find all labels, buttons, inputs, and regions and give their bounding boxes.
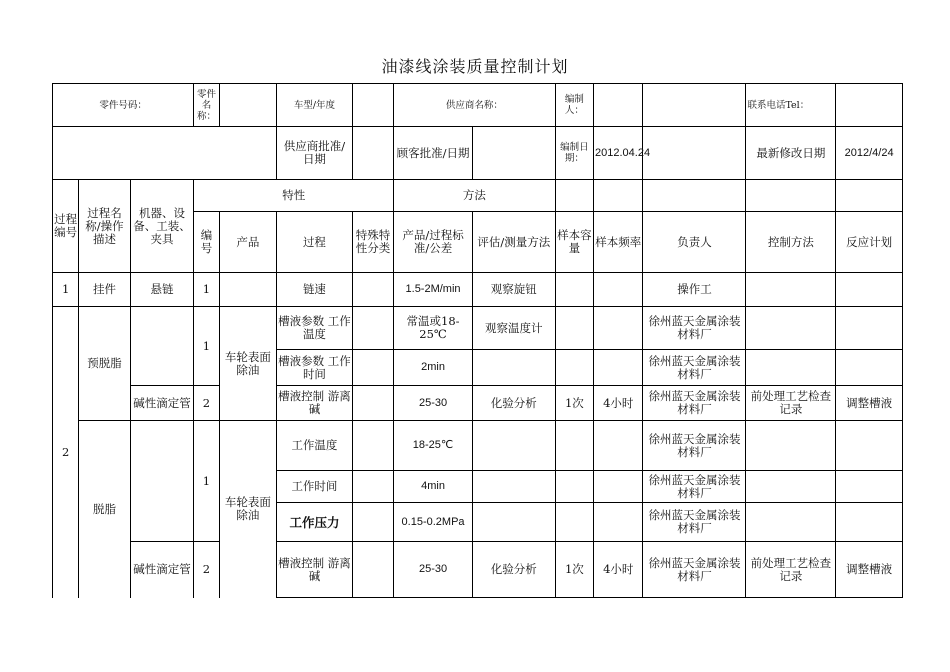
blank-cell — [643, 84, 746, 127]
machine — [130, 421, 194, 542]
reaction-plan — [836, 350, 903, 386]
product — [219, 273, 277, 307]
evaluation — [472, 503, 555, 542]
table-row — [53, 421, 903, 471]
col-special-class: 特殊特性分类 — [352, 212, 393, 273]
evaluation: 化验分析 — [472, 542, 555, 598]
sample-size: 1次 — [555, 542, 593, 598]
special-class — [352, 307, 393, 350]
process: 链速 — [277, 273, 353, 307]
process-name: 预脱脂 — [79, 307, 130, 421]
responsible: 徐州蓝天金属涂装材料厂 — [643, 307, 746, 350]
supplier-name-label: 供应商名称： — [394, 84, 556, 127]
evaluation: 观察温度计 — [472, 307, 555, 350]
col-process: 过程 — [277, 212, 353, 273]
responsible: 徐州蓝天金属涂装材料厂 — [643, 350, 746, 386]
part-name-value — [219, 84, 277, 127]
col-reaction-plan: 反应计划 — [836, 212, 903, 273]
reaction-plan: 调整槽液 — [836, 542, 903, 598]
special-class — [352, 386, 393, 421]
compile-date-label: 编制日期： — [555, 127, 593, 180]
special-class — [352, 471, 393, 503]
contact-phone-label: 联系电话Tel： — [746, 84, 836, 127]
contact-phone-value — [836, 84, 903, 127]
latest-revision-value: 2012/4/24 — [836, 127, 903, 180]
process: 槽液控制 游离碱 — [277, 542, 353, 598]
col-process-name: 过程名称/操作描述 — [79, 180, 130, 273]
sample-freq — [594, 421, 643, 471]
sample-freq — [594, 350, 643, 386]
sample-size — [555, 503, 593, 542]
compiler-label: 编制人： — [555, 84, 593, 127]
responsible: 徐州蓝天金属涂装材料厂 — [643, 386, 746, 421]
char-no: 1 — [194, 307, 219, 386]
blank-cell — [643, 127, 746, 180]
control-plan-table — [52, 83, 903, 598]
reaction-plan: 调整槽液 — [836, 386, 903, 421]
spec: 4min — [394, 471, 473, 503]
control-method — [746, 471, 836, 503]
model-year-value — [352, 84, 393, 127]
sample-size — [555, 350, 593, 386]
control-method — [746, 503, 836, 542]
col-characteristics: 特性 — [194, 180, 394, 212]
machine — [130, 307, 194, 386]
special-class — [352, 503, 393, 542]
compiler-value — [594, 84, 643, 127]
compile-date-value: 2012.04.24 — [594, 127, 643, 180]
product: 车轮表面除油 — [219, 307, 277, 421]
spec: 常温或18-25℃ — [394, 307, 473, 350]
customer-approval-label: 顾客批准/日期 — [394, 127, 473, 180]
spec: 1.5-2M/min — [394, 273, 473, 307]
char-no: 2 — [194, 386, 219, 421]
control-method — [746, 273, 836, 307]
sample-freq: 4小时 — [594, 386, 643, 421]
col-spec: 产品/过程标准/公差 — [394, 212, 473, 273]
process: 槽液参数 工作时间 — [277, 350, 353, 386]
control-method: 前处理工艺检查记录 — [746, 542, 836, 598]
machine: 碱性滴定管 — [130, 542, 194, 598]
control-method: 前处理工艺检查记录 — [746, 386, 836, 421]
process: 工作温度 — [277, 421, 353, 471]
process-name: 挂件 — [79, 273, 130, 307]
table-row — [53, 273, 903, 307]
control-method — [746, 307, 836, 350]
process: 工作压力 — [277, 503, 353, 542]
sample-size — [555, 471, 593, 503]
control-method — [746, 421, 836, 471]
col-control-method: 控制方法 — [746, 212, 836, 273]
machine: 悬链 — [130, 273, 194, 307]
process-no: 2 — [53, 307, 79, 598]
sample-size — [555, 421, 593, 471]
responsible: 操作工 — [643, 273, 746, 307]
reaction-plan — [836, 273, 903, 307]
col-sample-size: 样本容量 — [555, 212, 593, 273]
machine: 碱性滴定管 — [130, 386, 194, 421]
supplier-approval-value — [352, 127, 393, 180]
blank-cell — [643, 180, 746, 212]
blank-cell — [836, 180, 903, 212]
process-no: 1 — [53, 273, 79, 307]
supplier-approval-label: 供应商批准/日期 — [277, 127, 353, 180]
responsible: 徐州蓝天金属涂装材料厂 — [643, 471, 746, 503]
spec: 25-30 — [394, 542, 473, 598]
sample-freq — [594, 273, 643, 307]
latest-revision-label: 最新修改日期 — [746, 127, 836, 180]
part-number-label: 零件号码： — [53, 84, 194, 127]
sample-freq — [594, 471, 643, 503]
col-no: 编号 — [194, 212, 219, 273]
blank-cell — [555, 180, 593, 212]
control-method — [746, 350, 836, 386]
process: 工作时间 — [277, 471, 353, 503]
table-row — [53, 542, 903, 598]
page-title: 油漆线涂装质量控制计划 — [381, 57, 569, 76]
col-process-no: 过程编号 — [53, 180, 79, 273]
product: 车轮表面除油 — [219, 421, 277, 598]
process: 槽液参数 工作温度 — [277, 307, 353, 350]
col-evaluation: 评估/测量方法 — [472, 212, 555, 273]
blank-cell — [594, 180, 643, 212]
process-name: 脱脂 — [79, 421, 130, 598]
reaction-plan — [836, 471, 903, 503]
sample-freq: 4小时 — [594, 542, 643, 598]
sample-freq — [594, 503, 643, 542]
special-class — [352, 421, 393, 471]
special-class — [352, 542, 393, 598]
responsible: 徐州蓝天金属涂装材料厂 — [643, 542, 746, 598]
char-no: 2 — [194, 542, 219, 598]
reaction-plan — [836, 307, 903, 350]
col-machine: 机器、设备、工装、夹具 — [130, 180, 194, 273]
part-name-label: 零件名称： — [194, 84, 219, 127]
evaluation: 化验分析 — [472, 386, 555, 421]
col-methods: 方法 — [394, 180, 556, 212]
char-no: 1 — [194, 421, 219, 542]
sample-freq — [594, 307, 643, 350]
special-class — [352, 273, 393, 307]
sample-size: 1次 — [555, 386, 593, 421]
table-row — [53, 386, 903, 421]
spec: 0.15-0.2MPa — [394, 503, 473, 542]
sample-size — [555, 273, 593, 307]
customer-approval-value — [472, 127, 555, 180]
spec: 25-30 — [394, 386, 473, 421]
blank-cell — [746, 180, 836, 212]
col-sample-freq: 样本频率 — [594, 212, 643, 273]
evaluation: 观察旋钮 — [472, 273, 555, 307]
process: 槽液控制 游离碱 — [277, 386, 353, 421]
model-year-label: 车型/年度 — [277, 84, 353, 127]
sample-size — [555, 307, 593, 350]
spec: 18-25℃ — [394, 421, 473, 471]
evaluation — [472, 350, 555, 386]
col-responsible: 负责人 — [643, 212, 746, 273]
reaction-plan — [836, 503, 903, 542]
char-no: 1 — [194, 273, 219, 307]
responsible: 徐州蓝天金属涂装材料厂 — [643, 421, 746, 471]
evaluation — [472, 421, 555, 471]
evaluation — [472, 471, 555, 503]
special-class — [352, 350, 393, 386]
reaction-plan — [836, 421, 903, 471]
spec: 2min — [394, 350, 473, 386]
table-row — [53, 307, 903, 350]
col-product: 产品 — [219, 212, 277, 273]
blank-cell — [53, 127, 277, 180]
responsible: 徐州蓝天金属涂装材料厂 — [643, 503, 746, 542]
